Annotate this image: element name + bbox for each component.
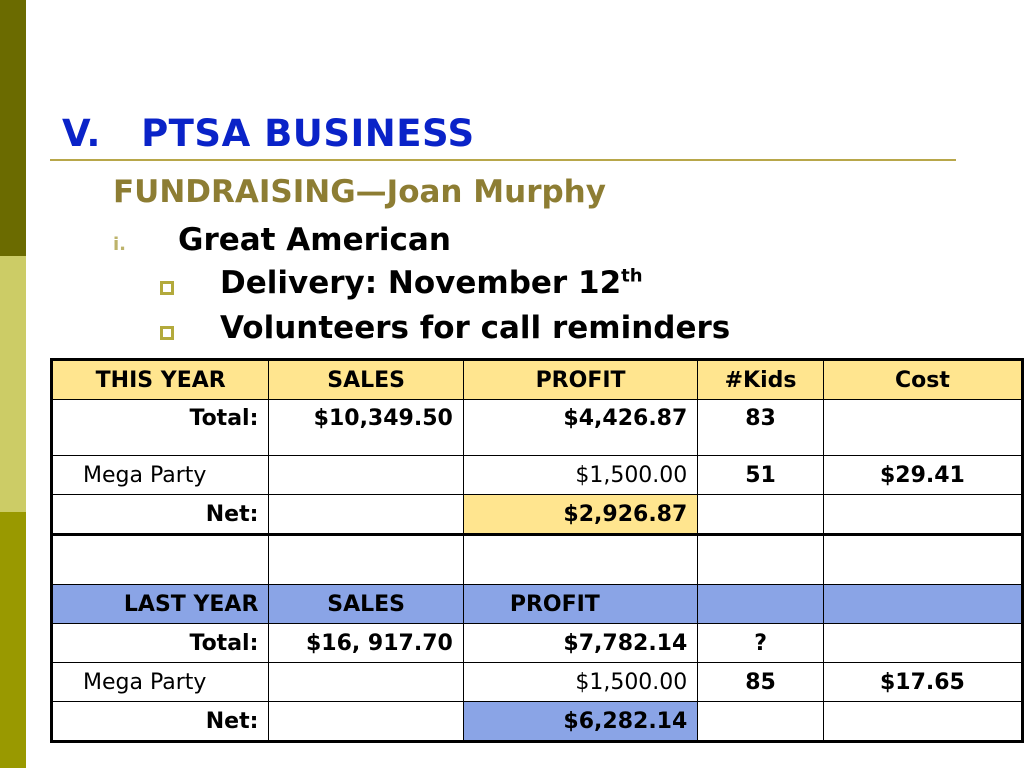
table-cell	[698, 495, 824, 535]
table-cell	[269, 495, 463, 535]
table-cell	[269, 702, 463, 742]
table-spacer-row	[52, 535, 1023, 585]
table-header-cell	[823, 585, 1022, 624]
table-cell: $1,500.00	[463, 456, 697, 495]
table-cell	[269, 535, 463, 585]
table-cell	[823, 624, 1022, 663]
side-bar-middle	[0, 256, 26, 512]
table-cell-net-highlight: $6,282.14	[463, 702, 697, 742]
list-item-text: Great American	[178, 222, 451, 258]
table-cell-net-highlight: $2,926.87	[463, 495, 697, 535]
table-cell	[269, 663, 463, 702]
table-cell: $4,426.87	[463, 400, 697, 456]
table-cell: Net:	[52, 495, 269, 535]
table-header-cell: LAST YEAR	[52, 585, 269, 624]
table-cell: $7,782.14	[463, 624, 697, 663]
table-cell: ?	[698, 624, 824, 663]
table-cell: Total:	[52, 624, 269, 663]
table-header-cell: Cost	[823, 360, 1022, 400]
table-cell: $17.65	[823, 663, 1022, 702]
table-cell: 85	[698, 663, 824, 702]
fundraising-table	[50, 358, 1024, 743]
table-cell: Net:	[52, 702, 269, 742]
table-cell: 51	[698, 456, 824, 495]
square-bullet-icon	[160, 326, 174, 340]
title-rule	[50, 159, 956, 161]
table-cell: Total:	[52, 400, 269, 456]
table-header-cell: PROFIT	[463, 585, 697, 624]
table-cell: $10,349.50	[269, 400, 463, 456]
table-row	[52, 624, 1023, 663]
table-cell	[698, 702, 824, 742]
table-cell: $1,500.00	[463, 663, 697, 702]
table-header-cell: #Kids	[698, 360, 824, 400]
table-header-cell: SALES	[269, 585, 463, 624]
bullet-text: Volunteers for call reminders	[220, 310, 731, 346]
table-row	[52, 663, 1023, 702]
last-year-header-row	[52, 585, 1023, 624]
bullet-superscript: th	[621, 265, 643, 287]
side-bar-bottom	[0, 512, 26, 768]
slide-title: V. PTSA BUSINESS	[62, 112, 475, 155]
table-cell: 83	[698, 400, 824, 456]
table-row	[52, 456, 1023, 495]
table-cell	[52, 535, 269, 585]
bullet-text: Delivery: November 12	[220, 265, 622, 301]
table-cell: $16, 917.70	[269, 624, 463, 663]
table-cell	[823, 495, 1022, 535]
table-row	[52, 495, 1023, 535]
table-cell	[463, 535, 697, 585]
this-year-header-row	[52, 360, 1023, 400]
table-cell: $29.41	[823, 456, 1022, 495]
table-header-cell: PROFIT	[463, 360, 697, 400]
side-bar-top	[0, 0, 26, 256]
square-bullet-icon	[160, 281, 174, 295]
list-number: i.	[113, 234, 127, 255]
table-cell	[269, 456, 463, 495]
table-row	[52, 400, 1023, 456]
table-cell: Mega Party	[52, 663, 269, 702]
section-heading: FUNDRAISING—Joan Murphy	[113, 174, 606, 210]
table-header-cell: THIS YEAR	[52, 360, 269, 400]
table-header-cell: SALES	[269, 360, 463, 400]
table-cell: Mega Party	[52, 456, 269, 495]
table-cell	[823, 535, 1022, 585]
table-row	[52, 702, 1023, 742]
table-cell	[823, 702, 1022, 742]
table-cell	[823, 400, 1022, 456]
table-cell	[698, 535, 824, 585]
table-header-cell	[698, 585, 824, 624]
